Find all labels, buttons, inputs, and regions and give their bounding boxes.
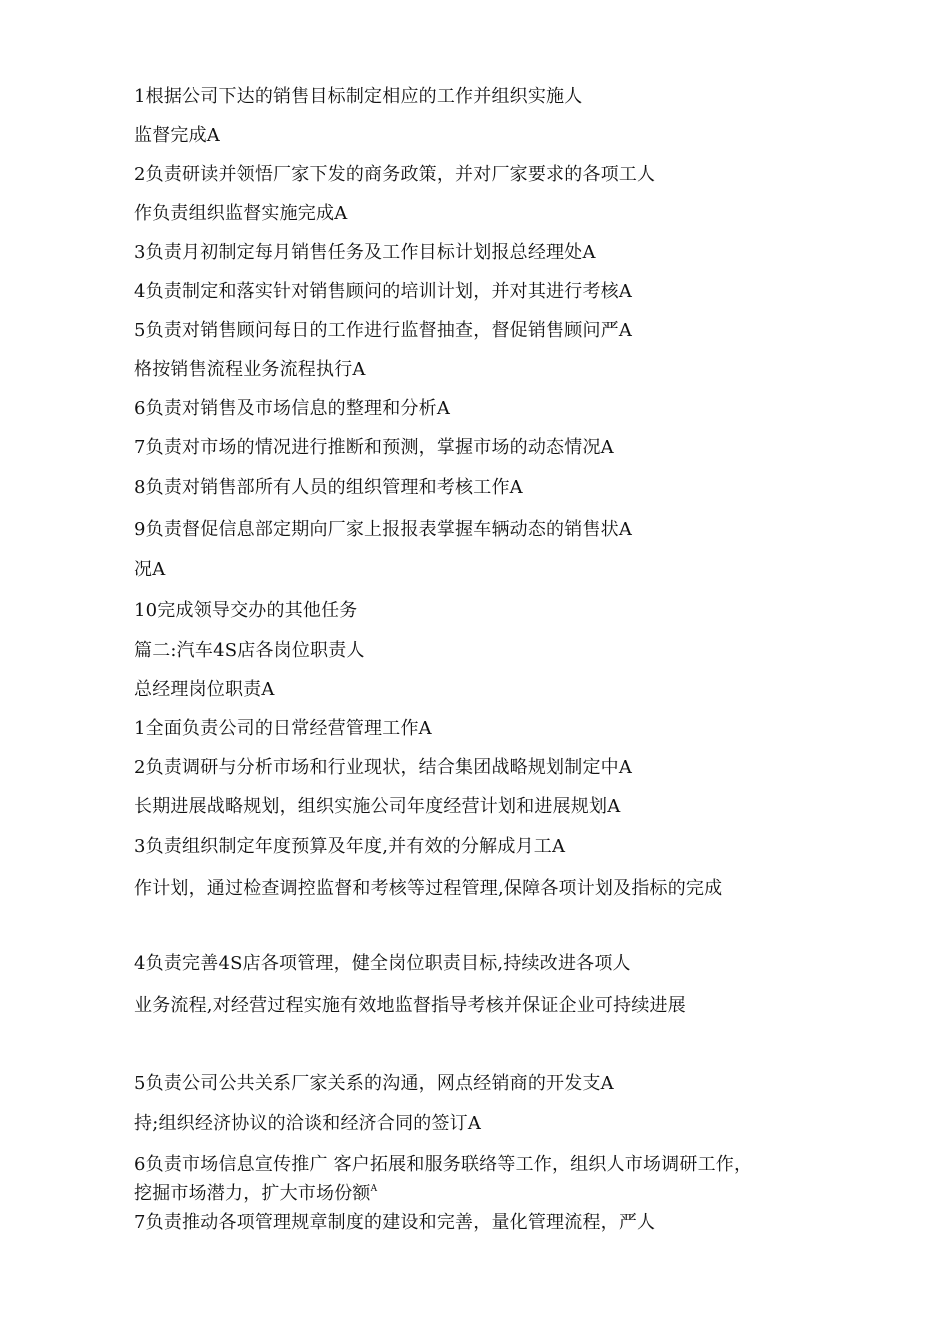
text-line: 9负责督促信息部定期向厂家上报报表掌握车辆动态的销售状A xyxy=(134,519,633,540)
section-heading: 篇二:汽车4S店各岗位职责人 xyxy=(134,640,365,661)
text-line: 7负责对市场的情况进行推断和预测，掌握市场的动态情况A xyxy=(134,437,614,458)
text-line: 6负责对销售及市场信息的整理和分析A xyxy=(134,398,451,419)
text-line: 1根据公司下达的销售目标制定相应的工作并组织实施人 xyxy=(134,86,583,107)
text-line: 7负责推动各项管理规章制度的建设和完善，量化管理流程，严人 xyxy=(134,1212,656,1233)
superscript-mark: A xyxy=(370,1184,378,1194)
text-line: 4负责完善4S店各项管理，健全岗位职责目标,持续改进各项人 xyxy=(134,953,631,974)
text-line: 作负责组织监督实施完成A xyxy=(134,203,348,224)
text-line: 持;组织经济协议的洽谈和经济合同的签订A xyxy=(134,1113,482,1134)
text-line: 5负责公司公共关系厂家关系的沟通，网点经销商的开发支A xyxy=(134,1073,614,1094)
text-line: 8负责对销售部所有人员的组织管理和考核工作A xyxy=(134,477,523,498)
text-line: 3负责组织制定年度预算及年度,并有效的分解成月工A xyxy=(134,836,566,857)
text-line: 4负责制定和落实针对销售顾问的培训计划，并对其进行考核A xyxy=(134,281,633,302)
text-line: 总经理岗位职责A xyxy=(134,679,275,700)
text-line: 3负责月初制定每月销售任务及工作目标计划报总经理处A xyxy=(134,242,596,263)
text-line: 1全面负责公司的日常经营管理工作A xyxy=(134,718,432,739)
text-line: 格按销售流程业务流程执行A xyxy=(134,359,366,380)
text-line: 6负责市场信息宣传推广 客户拓展和服务联络等工作，组织人市场调研工作， xyxy=(134,1154,753,1175)
text-line: 况A xyxy=(134,559,166,580)
text-line: 10完成领导交办的其他任务 xyxy=(134,600,358,621)
text-line: 2负责研读并领悟厂家下发的商务政策，并对厂家要求的各项工人 xyxy=(134,164,656,185)
text-line: 5负责对销售顾问每日的工作进行监督抽查，督促销售顾问严A xyxy=(134,320,633,341)
text-line: 作计划，通过检查调控监督和考核等过程管理,保障各项计划及指标的完成 xyxy=(134,878,723,899)
text-line: 长期进展战略规划，组织实施公司年度经营计划和进展规划A xyxy=(134,796,621,817)
text-line: 监督完成A xyxy=(134,125,220,146)
text-line-content: 挖掘市场潜力，扩大市场份额 xyxy=(134,1183,371,1204)
text-line: 2负责调研与分析市场和行业现状，结合集团战略规划制定中A xyxy=(134,757,633,778)
text-line xyxy=(134,1177,377,1206)
text-line: 业务流程,对经营过程实施有效地监督指导考核并保证企业可持续进展 xyxy=(134,995,686,1016)
